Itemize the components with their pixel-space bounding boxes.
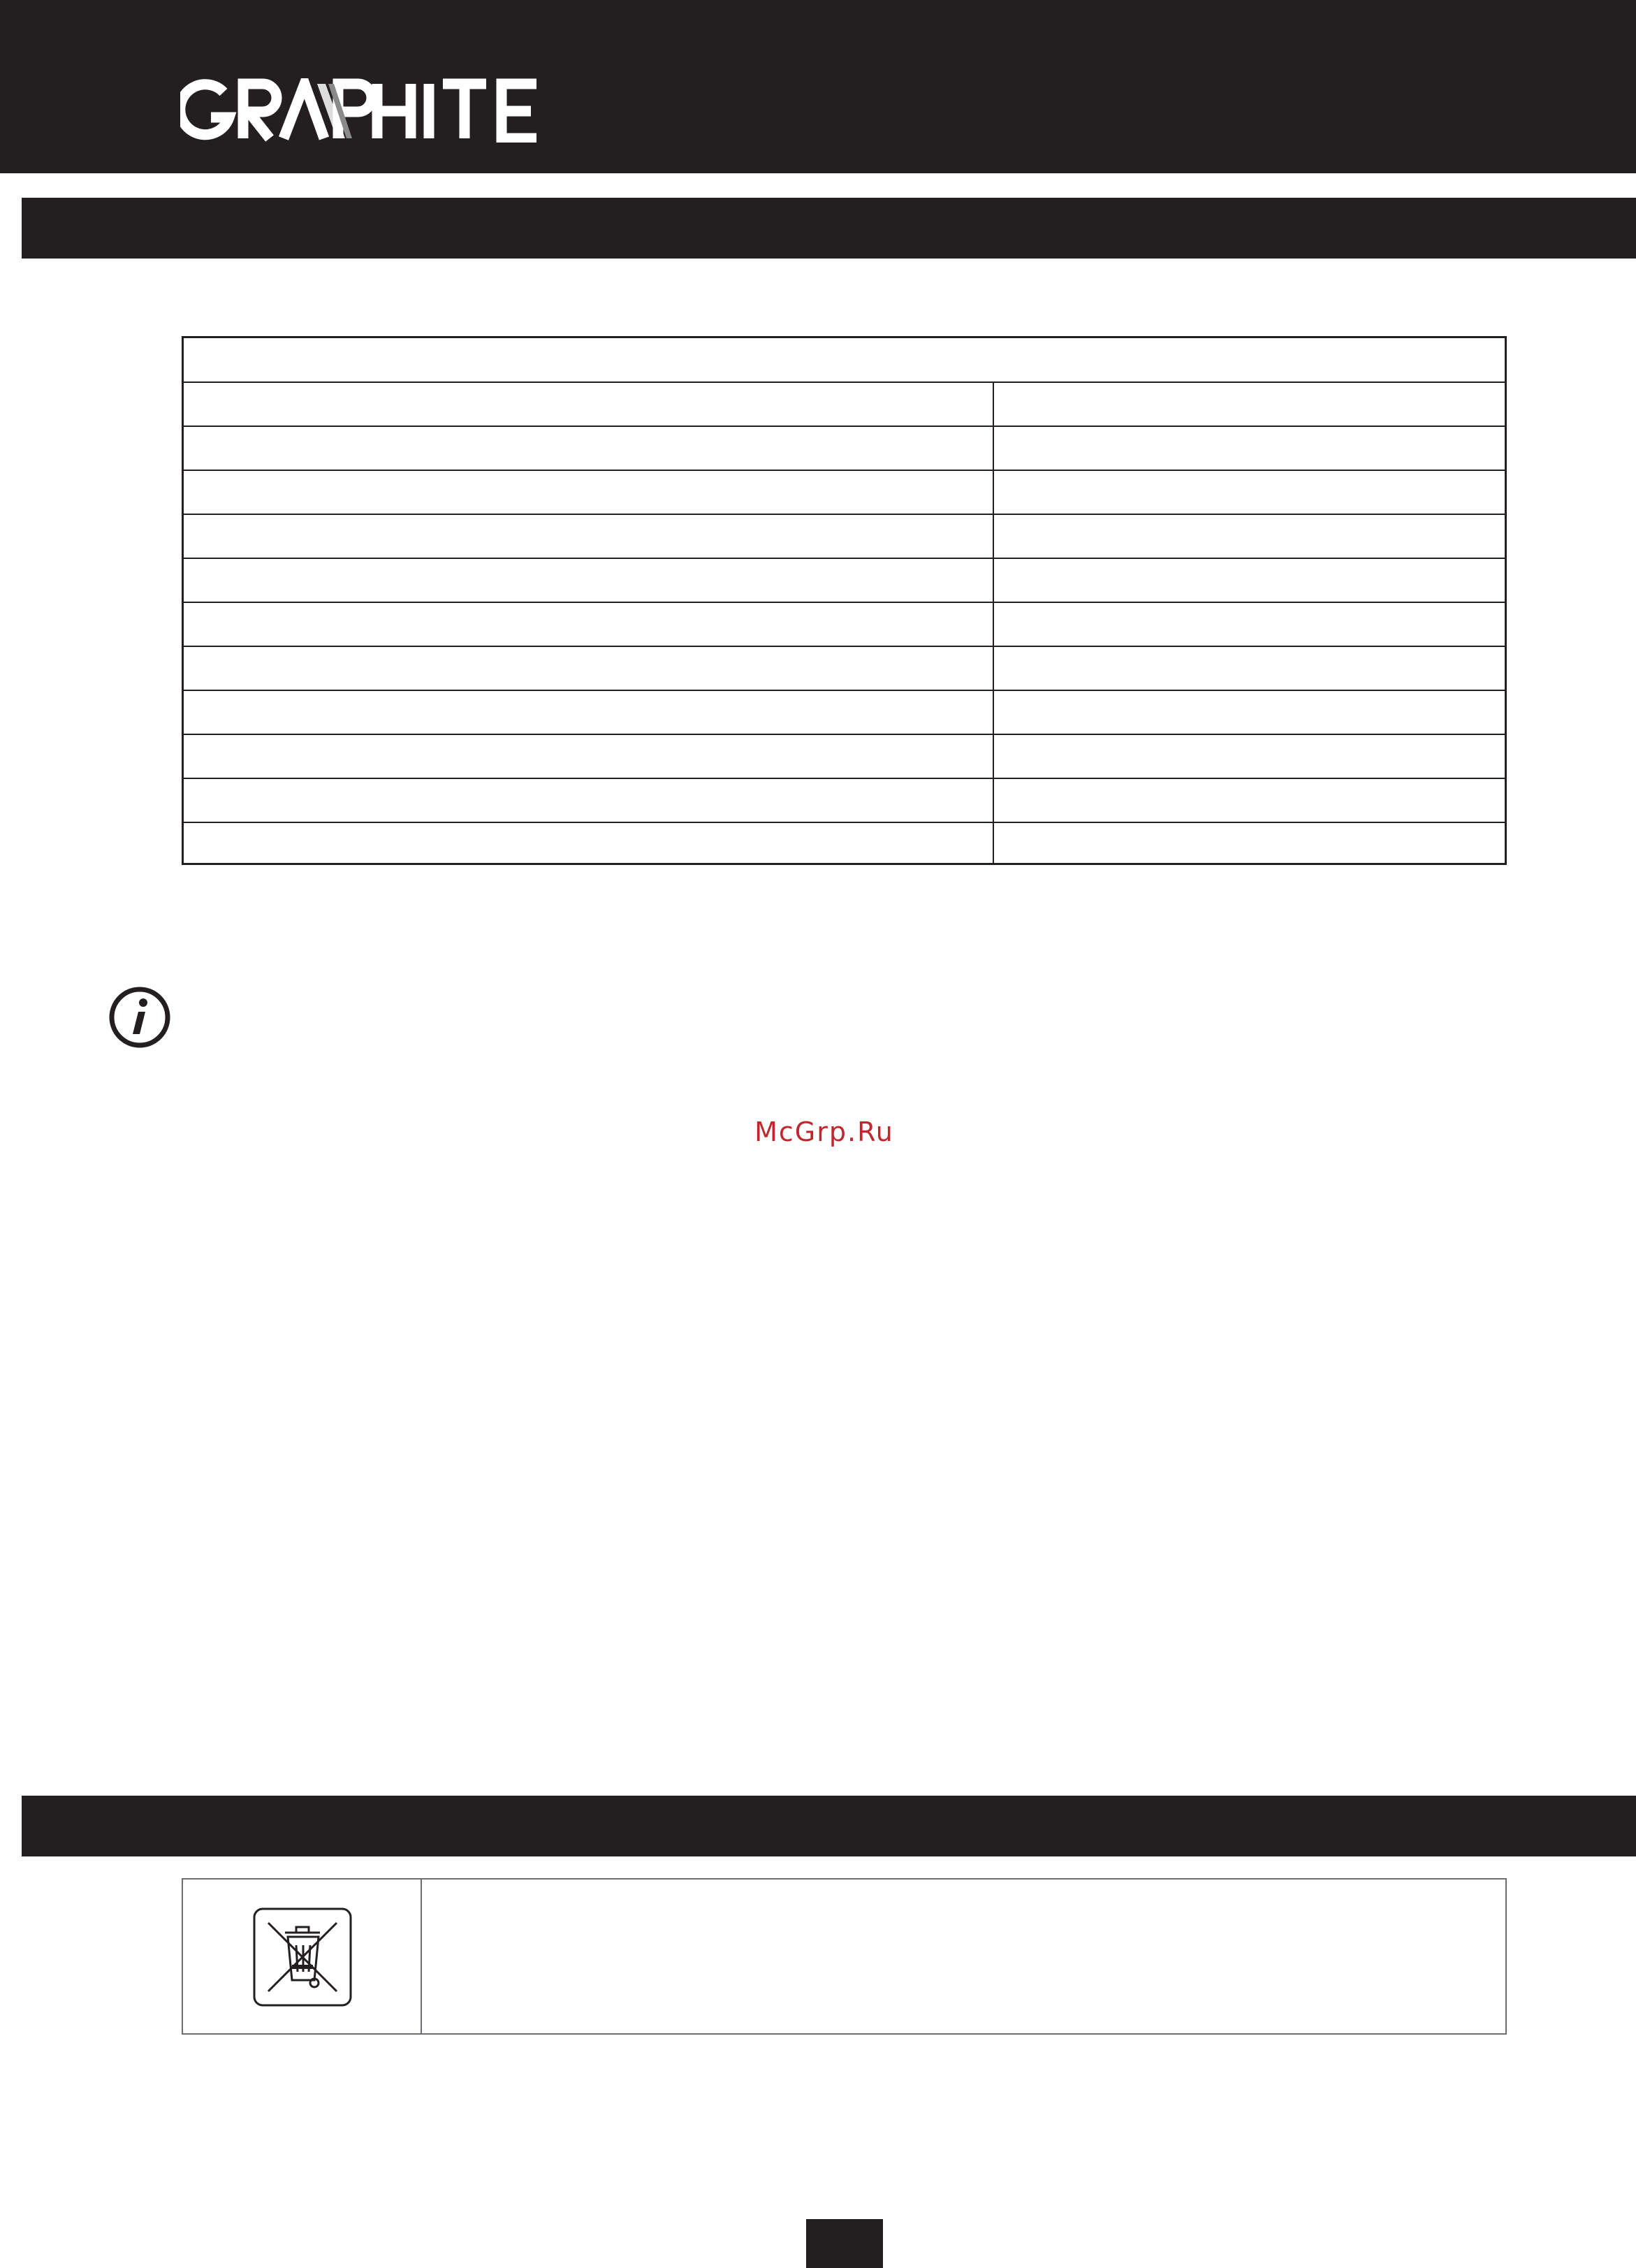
page-number-tab [806,2219,883,2268]
spec-value-cell [994,515,1505,558]
spec-row [184,559,1505,603]
spec-param-cell [184,691,994,734]
spec-param-cell [184,647,994,690]
technical-data-section-bar [22,198,1636,259]
spec-value-cell [994,823,1505,863]
disposal-section-bar [22,1796,1636,1856]
spec-param-cell [184,471,994,514]
spec-param-cell [184,383,994,426]
spec-row [184,471,1505,515]
spec-value-cell [994,735,1505,778]
spec-param-cell [184,427,994,470]
spec-table [182,336,1507,865]
spec-table-title-row [184,338,1505,383]
spec-row [184,515,1505,559]
spec-value-cell [994,779,1505,822]
spec-value-cell [994,603,1505,646]
spec-value-cell [994,647,1505,690]
spec-row [184,427,1505,471]
info-icon [108,985,172,1049]
spec-param-cell [184,823,994,863]
spec-param-cell [184,515,994,558]
spec-value-cell [994,559,1505,602]
spec-row [184,691,1505,735]
spec-row [184,647,1505,691]
spec-row [184,823,1505,863]
disposal-box [182,1878,1507,2035]
spec-row [184,603,1505,647]
spec-param-cell [184,779,994,822]
disposal-icon-cell [183,1880,422,2033]
spec-param-cell [184,559,994,602]
spec-value-cell [994,383,1505,426]
spec-value-cell [994,471,1505,514]
graphite-logo [180,78,571,143]
spec-row [184,779,1505,823]
spec-row [184,735,1505,779]
header-bar [0,0,1636,173]
spec-value-cell [994,691,1505,734]
crossed-out-wheelie-bin-icon [253,1907,352,2007]
spec-row [184,383,1505,427]
watermark-text[interactable]: McGrp.Ru [754,1117,894,1147]
spec-param-cell [184,603,994,646]
spec-value-cell [994,427,1505,470]
spec-param-cell [184,735,994,778]
